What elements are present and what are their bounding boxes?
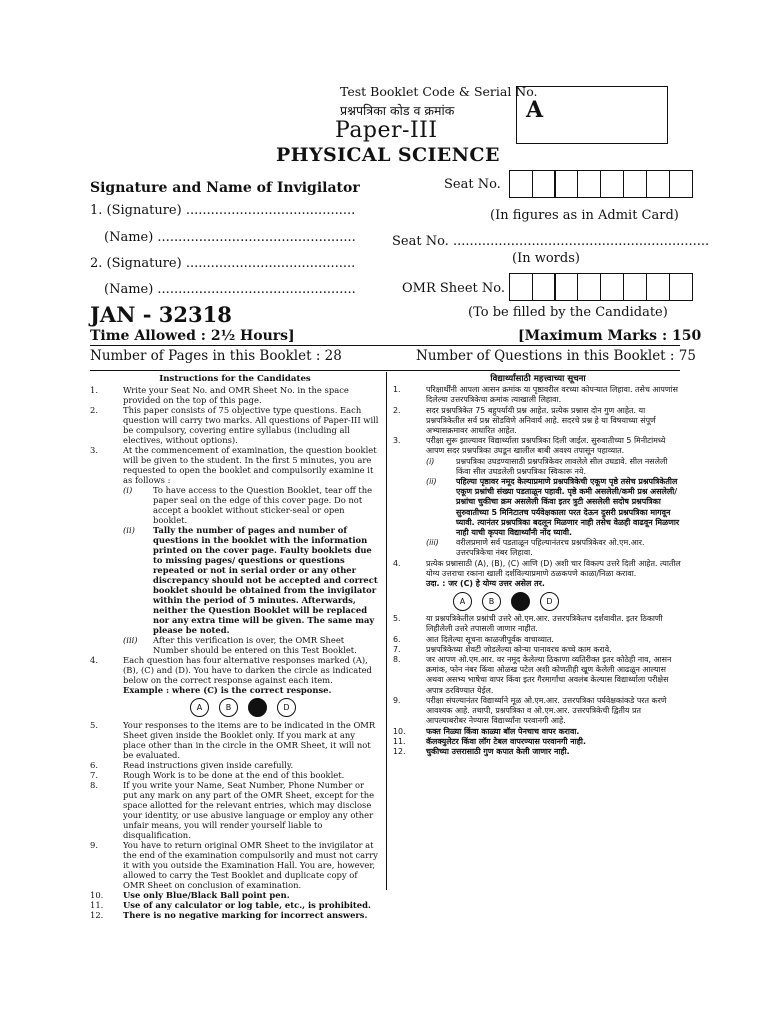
- instruction-subitem: (iii) After this verification is over, the OMR Sheet Number should be entered on this Test Booklet.: [123, 635, 357, 655]
- figures-note: (In figures as in Admit Card): [490, 208, 679, 223]
- instructions-title-marathi: विद्यार्थ्यांसाठी महत्त्वाच्या सूचना: [490, 374, 586, 384]
- omr-digit-box[interactable]: [509, 273, 533, 301]
- option-circle: B: [482, 592, 501, 611]
- series-code: A: [526, 97, 544, 123]
- subject-title: PHYSICAL SCIENCE: [276, 144, 500, 166]
- example-label-marathi: उदा. : जर (C) हे योग्य उत्तर असेल तर.: [426, 579, 545, 589]
- booklet-code-label: Test Booklet Code & Serial No.: [340, 84, 538, 99]
- instruction-item: 11. Use of any calculator or log table, etc., is prohibited.: [90, 900, 371, 910]
- seat-number-words[interactable]: Seat No. ..............................................................: [392, 234, 710, 249]
- omr-number-boxes[interactable]: [510, 273, 693, 301]
- column-divider: [386, 372, 387, 890]
- option-circle: B: [219, 698, 238, 717]
- option-circle: D: [540, 592, 559, 611]
- omr-digit-box[interactable]: [600, 273, 624, 301]
- instruction-item: 5. Your responses to the items are to be indicated in the OMR Sheet given inside the Booklet only. If you mark at any place other than in the circle in the OMR Sheet, it will not be evaluated.: [90, 720, 376, 760]
- seat-number-label: Seat No.: [444, 177, 501, 192]
- seat-digit-box[interactable]: [509, 170, 533, 198]
- instruction-subitem: (iii) वरीलप्रमाणे सर्व पडताळून पहिल्यानंतरच प्रश्नपत्रिकेवर ओ.एम.आर. उत्तरपत्रिकेचा नंबर लिहावा.: [426, 538, 645, 558]
- instruction-item: 12. There is no negative marking for incorrect answers.: [90, 910, 368, 920]
- instruction-item: 10. Use only Blue/Black Ball point pen.: [90, 890, 290, 900]
- example-label: Example : where (C) is the correct response.: [123, 685, 332, 695]
- words-note: (In words): [512, 251, 580, 266]
- seat-digit-box[interactable]: [600, 170, 624, 198]
- maximum-marks: [Maximum Marks : 150: [518, 328, 702, 344]
- option-circle: A: [453, 592, 472, 611]
- invigilator-2-signature[interactable]: 2. (Signature) .........................................: [90, 256, 356, 271]
- seat-digit-box[interactable]: [554, 170, 578, 198]
- instruction-subitem: (i) प्रश्नपत्रिका उघडण्यासाठी प्रश्नपत्रिकेवर लावलेले सील उघडावे. सील नसलेली किंवा सील उघडलेली प्रश्नपत्रिका स्विकारू नये.: [426, 456, 668, 476]
- seat-digit-box[interactable]: [623, 170, 647, 198]
- instruction-item: 4. Each question has four alternative responses marked (A), (B), (C) and (D). You have to darken the circle as indicated below on the correct response against each item.: [90, 655, 372, 685]
- questions-count: Number of Questions in this Booklet : 75: [416, 348, 696, 364]
- invigilator-1-name[interactable]: (Name) ................................................: [104, 230, 356, 245]
- omr-digit-box[interactable]: [532, 273, 556, 301]
- instruction-item: 6. आत दिलेल्या सूचना काळजीपूर्वक वाचाव्यात.: [393, 634, 554, 644]
- option-circle: D: [277, 698, 296, 717]
- answer-example: [190, 698, 380, 717]
- invigilator-2-name[interactable]: (Name) ................................................: [104, 282, 356, 297]
- instruction-subitem: (i) To have access to the Question Booklet, tear off the paper seal on the edge of this cover page. Do not accept a booklet without sticker-seal or open booklet.: [123, 485, 373, 525]
- omr-digit-box[interactable]: [646, 273, 670, 301]
- instruction-item: 12. चुकीच्या उत्तरासाठी गुण कपात केली जाणार नाही.: [393, 746, 570, 756]
- instruction-item: 6. Read instructions given inside carefully.: [90, 760, 294, 770]
- seat-digit-box[interactable]: [577, 170, 601, 198]
- instruction-item: 7. प्रश्नपत्रिकेच्या शेवटी जोडलेल्या कोऱ्या पानावरच कच्चे काम करावे.: [393, 644, 612, 654]
- answer-example: [453, 592, 683, 611]
- instruction-item: 4. प्रत्येक प्रश्नासाठी (A), (B), (C) आणि (D) अशी चार विकल्प उत्तरे दिली आहेत. त्यातील योग्य उत्तराचा रकाना खाली दर्शविल्याप्रमाणे ठळकपणे काळा/निळा करावा.: [393, 558, 681, 578]
- instruction-item: 7. Rough Work is to be done at the end of this booklet.: [90, 770, 345, 780]
- series-box[interactable]: [516, 86, 668, 144]
- instruction-item: 9. You have to return original OMR Sheet to the invigilator at the end of the examination compulsorily and must not carry it with you outside the Examination Hall. You are, however, allowed to carry the Test Booklet and duplicate copy of OMR Sheet on conclusion of examination.: [90, 840, 378, 890]
- instruction-item: 1. परिक्षार्थींनी आपला आसन क्रमांक या पृष्ठावरील वरच्या कोपऱ्यात लिहावा. तसेच आपणांस दिलेल्या उत्तरपत्रिकेचा क्रमांक त्याखाली लिहावा.: [393, 385, 678, 405]
- invigilator-heading: Signature and Name of Invigilator: [90, 180, 360, 196]
- pages-count: Number of Pages in this Booklet : 28: [90, 348, 342, 364]
- booklet-code-label-marathi: प्रश्नपत्रिका कोड व क्रमांक: [340, 103, 455, 118]
- omr-digit-box[interactable]: [577, 273, 601, 301]
- invigilator-1-signature[interactable]: 1. (Signature) .........................................: [90, 203, 356, 218]
- exam-code: JAN - 32318: [90, 302, 232, 327]
- instruction-item: 9. परीक्षा संपल्यानंतर विद्यार्थ्याने मूळ ओ.एम.आर. उत्तरपत्रिका पर्यवेक्षकांकडे परत करणे आवश्यक आहे. तथापी, प्रश्नपत्रिका व ओ.एम.आर. उत्तरपत्रिकेची द्वितीय प्रत आपल्याबरोबर नेण्यास विद्यार्थ्यांना परवानगी आहे.: [393, 695, 667, 726]
- paper-title: Paper-III: [335, 118, 438, 143]
- instruction-item: 10. फक्त निळ्या किंवा काळ्या बॉल पेनचाच वापर करावा.: [393, 726, 580, 736]
- instruction-item: 1. Write your Seat No. and OMR Sheet No. in the space provided on the top of this page.: [90, 385, 349, 405]
- divider: [90, 345, 680, 346]
- seat-digit-box[interactable]: [532, 170, 556, 198]
- instruction-subitem: (ii) पहिल्या पृष्ठावर नमूद केल्याप्रमाणे प्रश्नपत्रिकेची एकूण पृष्ठे तसेच प्रश्नपत्रिकेतील एकूण प्रश्नांची संख्या पडताळून पहावी. पृष्ठे कमी असलेली/कमी प्रश्न असलेली/प्रश्नांचा चुकीचा क्रम असलेली किंवा इतर त्रुटी असलेली सदोष प्रश्नपत्रिका सुरुवातीच्या 5 मिनिटातच पर्यवेक्षकाला परत देऊन दुसरी प्रश्नपत्रिका मागवून घ्यावी. त्यानंतर प्रश्नपत्रिका बदलून मिळणार नाही तसेच वेळही वाढवून मिळणार नाही याची कृपया विद्यार्थ्यांनी नोंद घ्यावी.: [426, 477, 680, 538]
- instructions-english: [90, 374, 380, 920]
- omr-digit-box[interactable]: [623, 273, 647, 301]
- seat-digit-box[interactable]: [646, 170, 670, 198]
- option-circle: A: [190, 698, 209, 717]
- instruction-item: 11. कॅलक्युलेटर किंवा लॉग टेबल वापरण्यास परवानगी नाही.: [393, 736, 586, 746]
- seat-digit-box[interactable]: [669, 170, 693, 198]
- instructions-title: Instructions for the Candidates: [159, 374, 311, 384]
- omr-digit-box[interactable]: [554, 273, 578, 301]
- seat-number-boxes[interactable]: [510, 170, 693, 198]
- omr-digit-box[interactable]: [669, 273, 693, 301]
- instruction-subitem: (ii) Tally the number of pages and number of questions in the booklet with the information printed on the cover page. Faulty booklets due to missing pages/ questions or questions repeated or not in serial order or any other discrepancy should not be accepted and correct booklet should be obtained from the invigilator within the period of 5 minutes. Afterwards, neither the Question Booklet will be replaced nor any extra time will be given. The same may please be noted.: [123, 525, 378, 635]
- omr-note: (To be filled by the Candidate): [468, 305, 668, 320]
- option-circle-filled: [248, 698, 267, 717]
- time-allowed: Time Allowed : 2½ Hours]: [90, 328, 295, 344]
- option-circle-filled: [511, 592, 530, 611]
- instruction-item: 2. This paper consists of 75 objective type questions. Each question will carry two marks. All questions of Paper-III will be compulsory, covering entire syllabus (including all electives, without options).: [90, 405, 379, 445]
- instruction-item: 8. जर आपण ओ.एम.आर. वर नमूद केलेल्या ठिकाणा व्यतिरीक्त इतर कोठेही नाव, आसन क्रमांक, फोन नंबर किंवा ओळख पटेल अशी कोणतीही खूण केलेली आढळून आल्यास अथवा असभ्य भाषेचा वापर किंवा इतर गैरमार्गांचा अवलंब केल्यास विद्यार्थ्याला परीक्षेस अपात्र ठरविण्यात येईल.: [393, 655, 672, 695]
- instruction-item: 2. सदर प्रश्नपत्रिकेत 75 बहुपर्यायी प्रश्न आहेत. प्रत्येक प्रश्नास दोन गुण आहेत. या प्रश्नपत्रिकेतील सर्व प्रश्न सोडविणे अनिवार्य आहे. सदरचे प्रश्न हे या विषयाच्या संपूर्ण अभ्यासक्रमावर आधारित आहेत.: [393, 405, 656, 436]
- instruction-item: 3. At the commencement of examination, the question booklet will be given to the student. In the first 5 minutes, you are requested to open the booklet and compulsorily examine it as follows :: [90, 445, 377, 485]
- instruction-item: 3. परीक्षा सुरू झाल्यावर विद्यार्थ्याला प्रश्नपत्रिका दिली जाईल. सुरुवातीच्या 5 मिनीटांमध्ये आपण सदर प्रश्नपत्रिका उघडून खालील बाबी अवश्य तपासून पहाव्यात.: [393, 436, 666, 456]
- divider: [90, 370, 680, 371]
- instruction-item: 8. If you write your Name, Seat Number, Phone Number or put any mark on any part of the OMR Sheet, except for the space allotted for the relevant entries, which may disclose your identity, or use abusive language or employ any other unfair means, you will render yourself liable to disqualification.: [90, 780, 375, 840]
- instruction-item: 5. या प्रश्नपत्रिकेतील प्रश्नांची उत्तरे ओ.एम.आर. उत्तरपत्रिकेतच दर्शवावीत. इतर ठिकाणी लिहीलेली उत्तरे तपासली जाणार नाहीत.: [393, 614, 663, 634]
- omr-sheet-label: OMR Sheet No.: [402, 281, 506, 296]
- instructions-marathi: [393, 374, 683, 757]
